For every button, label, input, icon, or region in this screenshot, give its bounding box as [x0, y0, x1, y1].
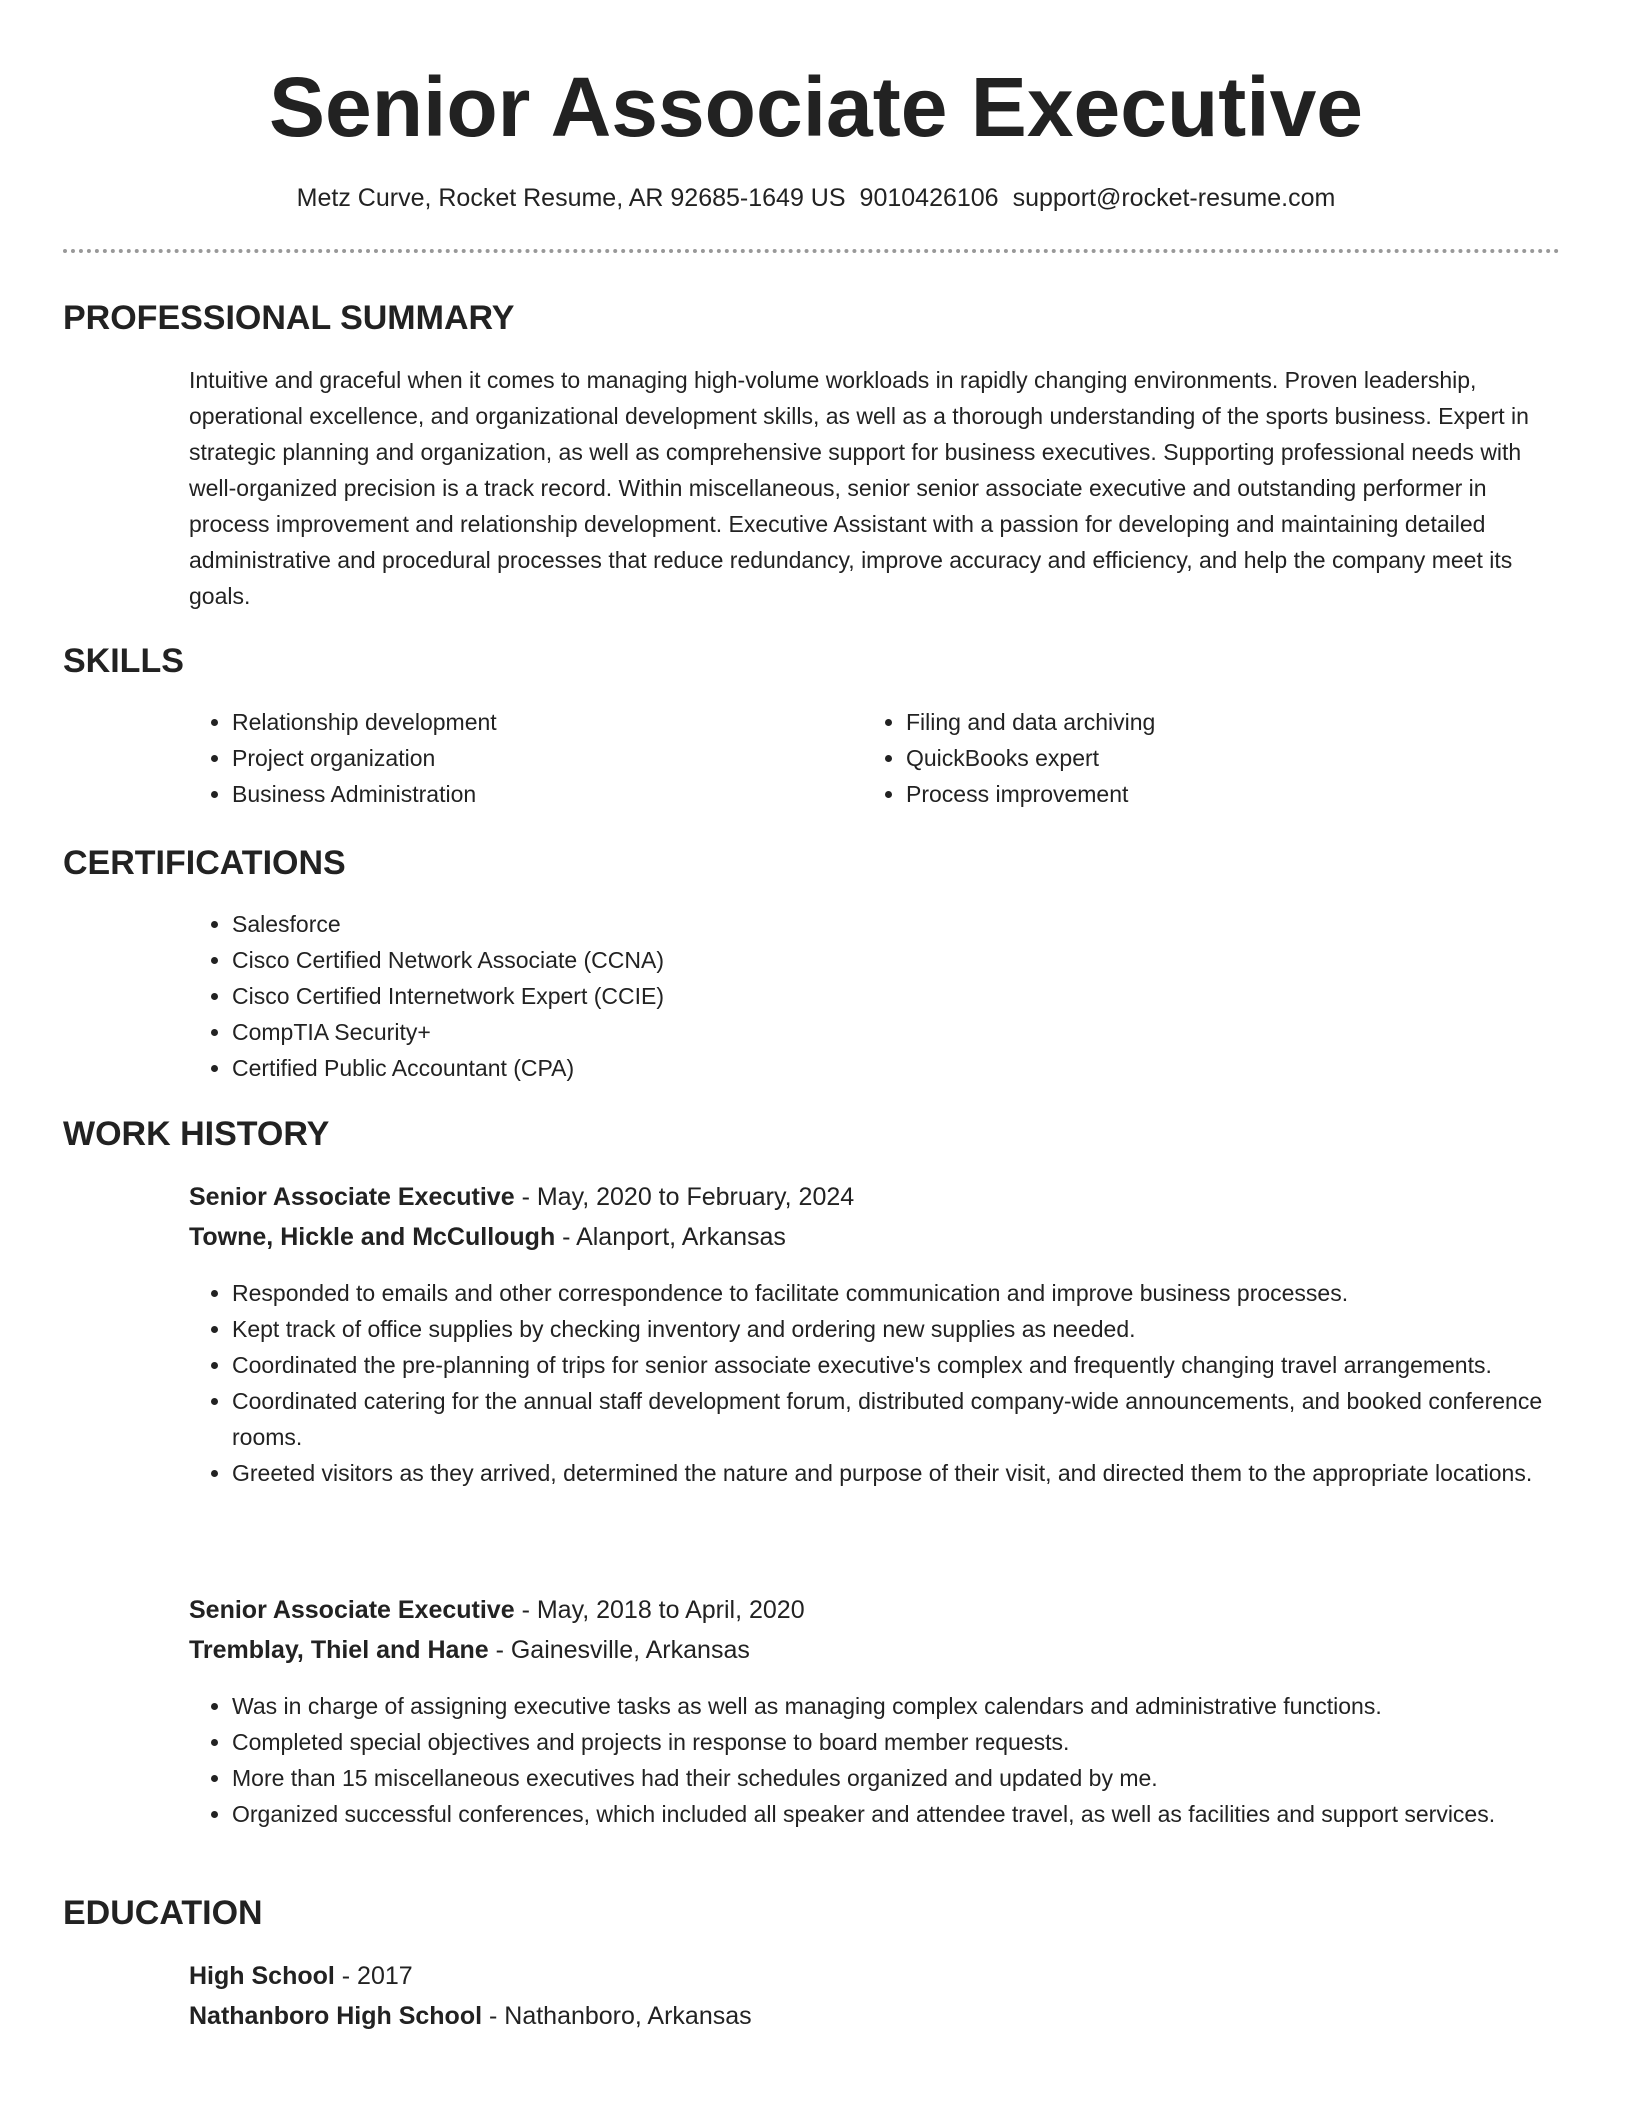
job-role: Senior Associate Executive: [189, 1596, 515, 1624]
job-dates: - May, 2020 to February, 2024: [514, 1183, 855, 1211]
list-item: • Completed special objectives and projects in response to board member requests.: [232, 1724, 1598, 1760]
education-degree-line: [189, 1956, 413, 1996]
list-item: • Salesforce: [232, 906, 1532, 942]
skills-list-left: [188, 704, 852, 812]
list-item: • Business Administration: [232, 776, 852, 812]
summary-text: Intuitive and graceful when it comes to managing high-volume workloads in rapidly changing environments. Proven leadership, operational excellence, and organizational development skills, as well as a thorough understanding of the sports business. Expert in strategic planning and organization, as well as comprehensive support for business executives. Supporting professional needs with well-organized precision is a track record. Within miscellaneous, senior senior associate executive and outstanding performer in process improvement and relationship development. Executive Assistant with a passion for developing and maintaining detailed administrative and procedural processes that reduce redundancy, improve accuracy and efficiency, and help the company meet its goals.: [189, 367, 1529, 609]
job-2-title-line: [189, 1590, 805, 1630]
section-title-work-history: WORK HISTORY: [63, 1115, 330, 1153]
header-divider: [63, 249, 1560, 253]
education-degree: High School: [189, 1962, 335, 1990]
education-school-line: [189, 1996, 752, 2036]
list-item: • Process improvement: [906, 776, 1526, 812]
job-dates: - May, 2018 to April, 2020: [514, 1596, 805, 1624]
contact-line: [0, 180, 1632, 216]
list-item: • Greeted visitors as they arrived, determined the nature and purpose of their visit, and directed them to the appropriate locations.: [232, 1455, 1598, 1491]
list-item: • QuickBooks expert: [906, 740, 1526, 776]
list-item: • Kept track of office supplies by checking inventory and ordering new supplies as needed.: [232, 1311, 1598, 1347]
list-item: • Relationship development: [232, 704, 852, 740]
certifications-list: [188, 906, 1532, 1086]
job-1-bullets: [188, 1275, 1598, 1491]
list-item: • Cisco Certified Network Associate (CCNA): [232, 942, 1532, 978]
skills-list-right: [862, 704, 1526, 812]
list-item: • Responded to emails and other correspondence to facilitate communication and improve business processes.: [232, 1275, 1598, 1311]
job-2-company-line: [189, 1630, 750, 1670]
list-item: • Filing and data archiving: [906, 704, 1526, 740]
education-location: - Nathanboro, Arkansas: [482, 2002, 752, 2030]
list-item: • Cisco Certified Internetwork Expert (CCIE): [232, 978, 1532, 1014]
list-item: • Coordinated catering for the annual staff development forum, distributed company-wide announcements, and booked conference rooms.: [232, 1383, 1598, 1455]
contact-email: support@rocket-resume.com: [1012, 184, 1336, 212]
job-company: Towne, Hickle and McCullough: [189, 1223, 556, 1251]
list-item: • More than 15 miscellaneous executives had their schedules organized and updated by me.: [232, 1760, 1598, 1796]
education-year: - 2017: [334, 1962, 413, 1990]
section-title-skills: SKILLS: [63, 642, 184, 680]
contact-phone: 9010426106: [859, 184, 999, 212]
section-title-education: EDUCATION: [63, 1894, 263, 1932]
section-title-summary: PROFESSIONAL SUMMARY: [63, 299, 515, 337]
candidate-name: Senior Associate Executive: [268, 60, 1364, 154]
job-role: Senior Associate Executive: [189, 1183, 515, 1211]
list-item: • CompTIA Security+: [232, 1014, 1532, 1050]
job-location: - Alanport, Arkansas: [555, 1223, 786, 1251]
contact-address: Metz Curve, Rocket Resume, AR 92685-1649 US: [296, 184, 846, 212]
job-company: Tremblay, Thiel and Hane: [189, 1636, 489, 1664]
education-school: Nathanboro High School: [189, 2002, 483, 2030]
job-1-company-line: [189, 1217, 786, 1257]
list-item: • Project organization: [232, 740, 852, 776]
job-1-title-line: [189, 1177, 854, 1217]
list-item: • Coordinated the pre-planning of trips for senior associate executive's complex and frequently changing travel arrangements.: [232, 1347, 1598, 1383]
list-item: • Certified Public Accountant (CPA): [232, 1050, 1532, 1086]
job-2-bullets: [188, 1688, 1598, 1832]
job-location: - Gainesville, Arkansas: [488, 1636, 750, 1664]
list-item: • Organized successful conferences, which included all speaker and attendee travel, as well as facilities and support services.: [232, 1796, 1598, 1832]
list-item: • Was in charge of assigning executive tasks as well as managing complex calendars and administrative functions.: [232, 1688, 1598, 1724]
section-title-certifications: CERTIFICATIONS: [63, 844, 346, 882]
